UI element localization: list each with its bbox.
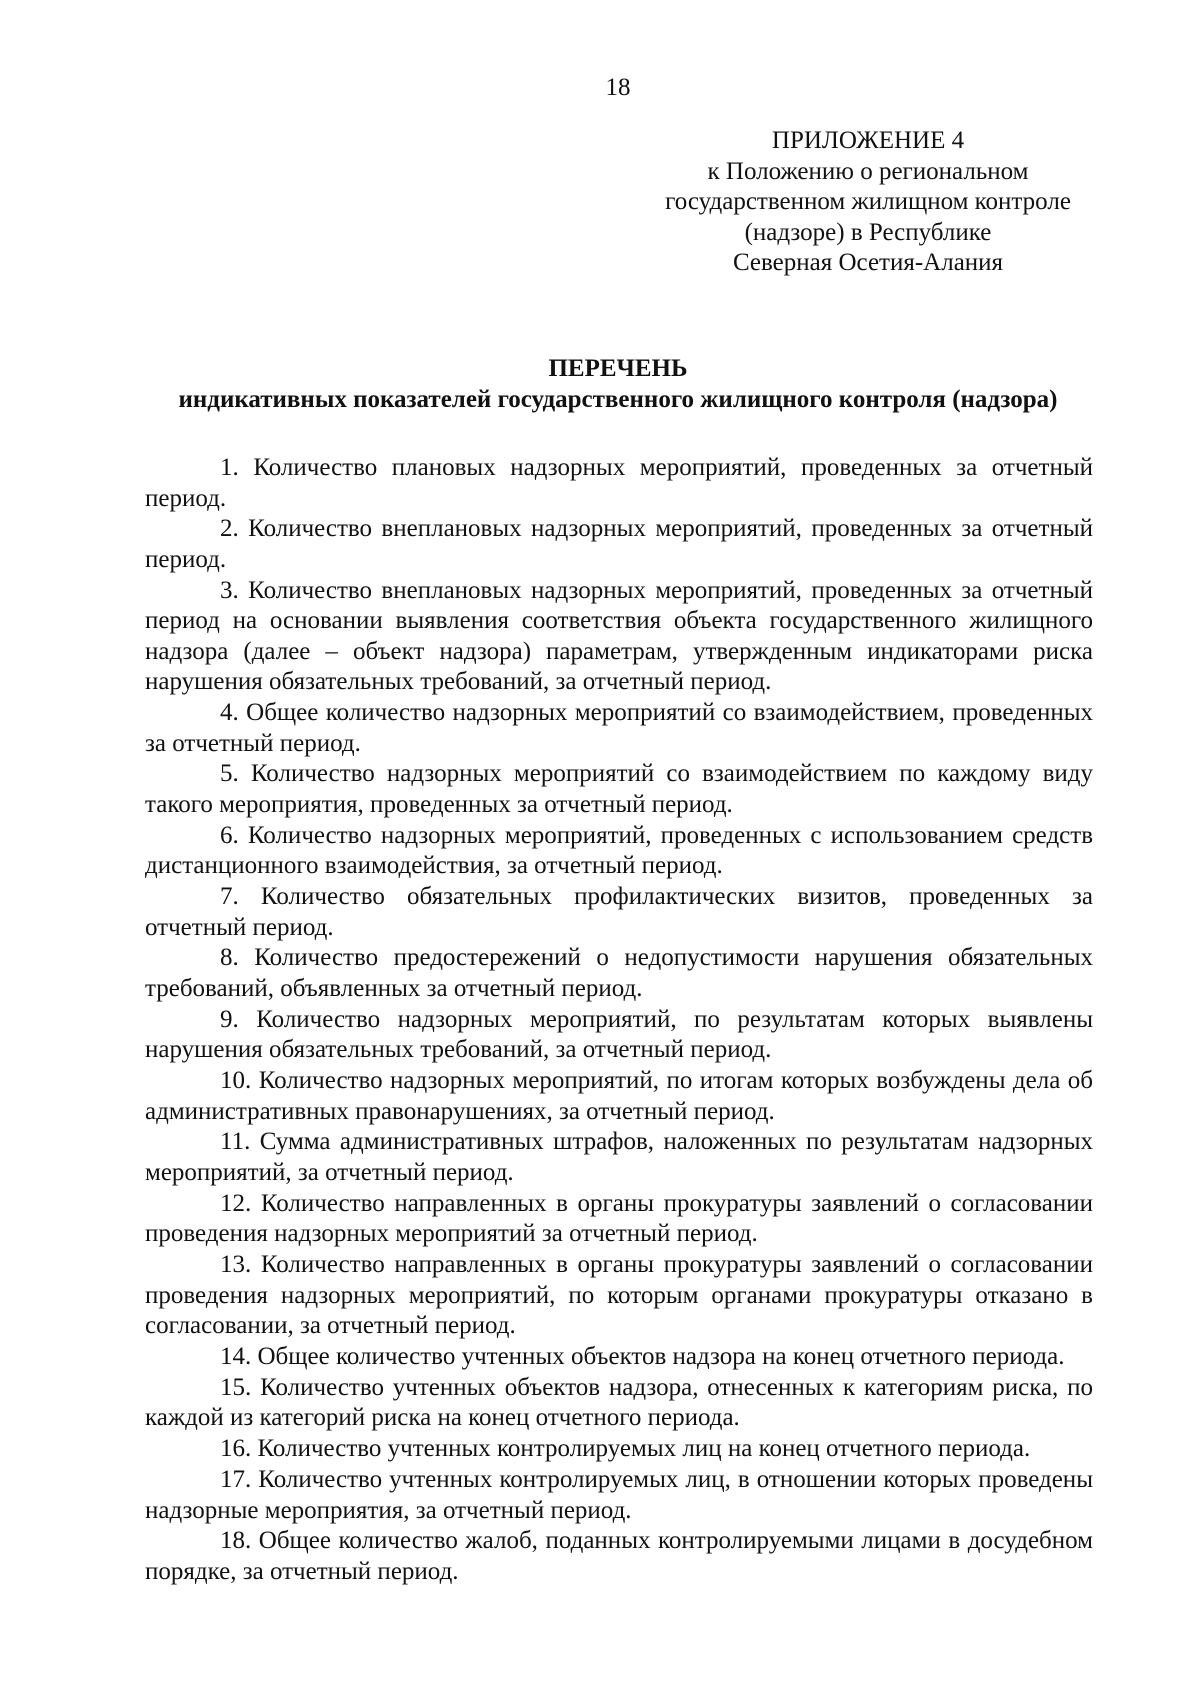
indicator-list <box>145 453 1093 1588</box>
list-item: 17. Количество учтенных контролируемых лиц, в отношении которых проведены надзорные мероприятия, за отчетный период. <box>145 1466 1093 1524</box>
list-item: 13. Количество направленных в органы прокуратуры заявлений о согласовании проведения надзорных мероприятий, по которым органами прокуратуры отказано в согласовании, за отчетный период. <box>145 1251 1093 1340</box>
list-item: 8. Количество предостережений о недопустимости нарушения обязательных требований, объявленных за отчетный период. <box>145 944 1093 1002</box>
list-item: 4. Общее количество надзорных мероприятий со взаимодействием, проведенных за отчетный период. <box>145 699 1093 757</box>
list-item: 1. Количество плановых надзорных мероприятий, проведенных за отчетный период. <box>145 454 1093 512</box>
list-item: 15. Количество учтенных объектов надзора, отнесенных к категориям риска, по каждой из категорий риска на конец отчетного периода. <box>145 1373 1093 1432</box>
appendix-line: Северная Осетия-Алания <box>732 249 1004 276</box>
list-item: 3. Количество внеплановых надзорных мероприятий, проведенных за отчетный период на основании выявления соответствия объекта государственного жилищного надзора (далее – объект надзора) параметрам, утвержденным индикаторами риска нарушения обязательных требований, за отчетный период. <box>145 576 1093 696</box>
list-item: 12. Количество направленных в органы прокуратуры заявлений о согласовании проведения надзорных мероприятий за отчетный период. <box>145 1189 1093 1248</box>
appendix-title: ПРИЛОЖЕНИЕ 4 <box>771 127 965 154</box>
list-item: 11. Сумма административных штрафов, наложенных по результатам надзорных мероприятий, за отчетный период. <box>145 1128 1093 1186</box>
list-item: 9. Количество надзорных мероприятий, по результатам которых выявлены нарушения обязательных требований, за отчетный период. <box>145 1005 1093 1064</box>
list-item: 14. Общее количество учтенных объектов надзора на конец отчетного периода. <box>220 1342 1065 1370</box>
list-item: 16. Количество учтенных контролируемых лиц на конец отчетного периода. <box>220 1435 1031 1463</box>
appendix-line: к Положению о региональном <box>707 157 1029 185</box>
list-item: 10. Количество надзорных мероприятий, по итогам которых возбуждены дела об административных правонарушениях, за отчетный период. <box>145 1067 1093 1125</box>
document-title: ПЕРЕЧЕНЬ <box>548 355 688 382</box>
appendix-line: государственном жилищном контроле <box>665 188 1071 215</box>
list-item: 5. Количество надзорных мероприятий со взаимодействием по каждому виду такого мероприятия, проведенных за отчетный период. <box>145 760 1093 818</box>
appendix-block <box>648 126 1088 279</box>
list-item: 7. Количество обязательных профилактических визитов, проведенных за отчетный период. <box>145 883 1093 941</box>
appendix-line: (надзоре) в Республике <box>744 218 992 246</box>
list-item: 2. Количество внеплановых надзорных мероприятий, проведенных за отчетный период. <box>145 515 1093 573</box>
list-item: 6. Количество надзорных мероприятий, проведенных с использованием средств дистанционного взаимодействия, за отчетный период. <box>145 821 1093 880</box>
document-subtitle: индикативных показателей государственного жилищного контроля (надзора) <box>178 386 1058 413</box>
list-item: 18. Общее количество жалоб, поданных контролируемыми лицами в досудебном порядке, за отчетный период. <box>145 1527 1093 1585</box>
page-number: 18 <box>605 74 631 101</box>
